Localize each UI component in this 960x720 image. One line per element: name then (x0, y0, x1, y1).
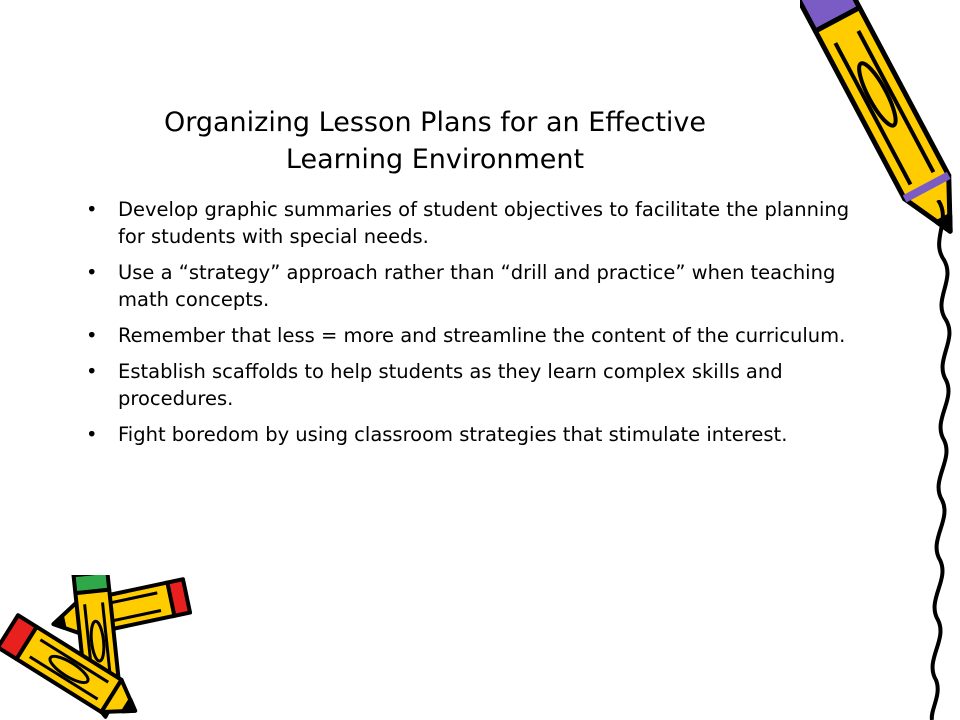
bullet-dot: • (86, 324, 98, 347)
bullet-dot: • (86, 360, 98, 383)
slide-title-line-2: Learning Environment (285, 144, 585, 175)
bullet-text: Fight boredom by using classroom strategies that stimulate interest. (118, 423, 788, 446)
bullet-list (84, 196, 864, 457)
bullet-text: Develop graphic summaries of student objectives to facilitate the planning for students with special needs. (118, 198, 850, 248)
pencils-bottom-left-icon (0, 575, 200, 720)
bullet-item (84, 259, 864, 313)
bullet-text: Remember that less = more and streamline the content of the curriculum. (118, 324, 846, 347)
squiggle-line-icon (900, 200, 960, 720)
bullet-dot: • (86, 423, 98, 446)
bullet-text: Use a “strategy” approach rather than “drill and practice” when teaching math concepts. (118, 261, 836, 311)
bullet-dot: • (86, 261, 98, 284)
bullet-text: Establish scaffolds to help students as they learn complex skills and procedures. (118, 360, 783, 410)
bullet-item (84, 322, 864, 349)
bullet-dot: • (86, 198, 98, 221)
slide-title (80, 104, 790, 178)
bullet-item (84, 196, 864, 250)
bullet-item (84, 358, 864, 412)
slide-title-line-1: Organizing Lesson Plans for an Effective (163, 107, 707, 138)
bullet-item (84, 421, 864, 448)
